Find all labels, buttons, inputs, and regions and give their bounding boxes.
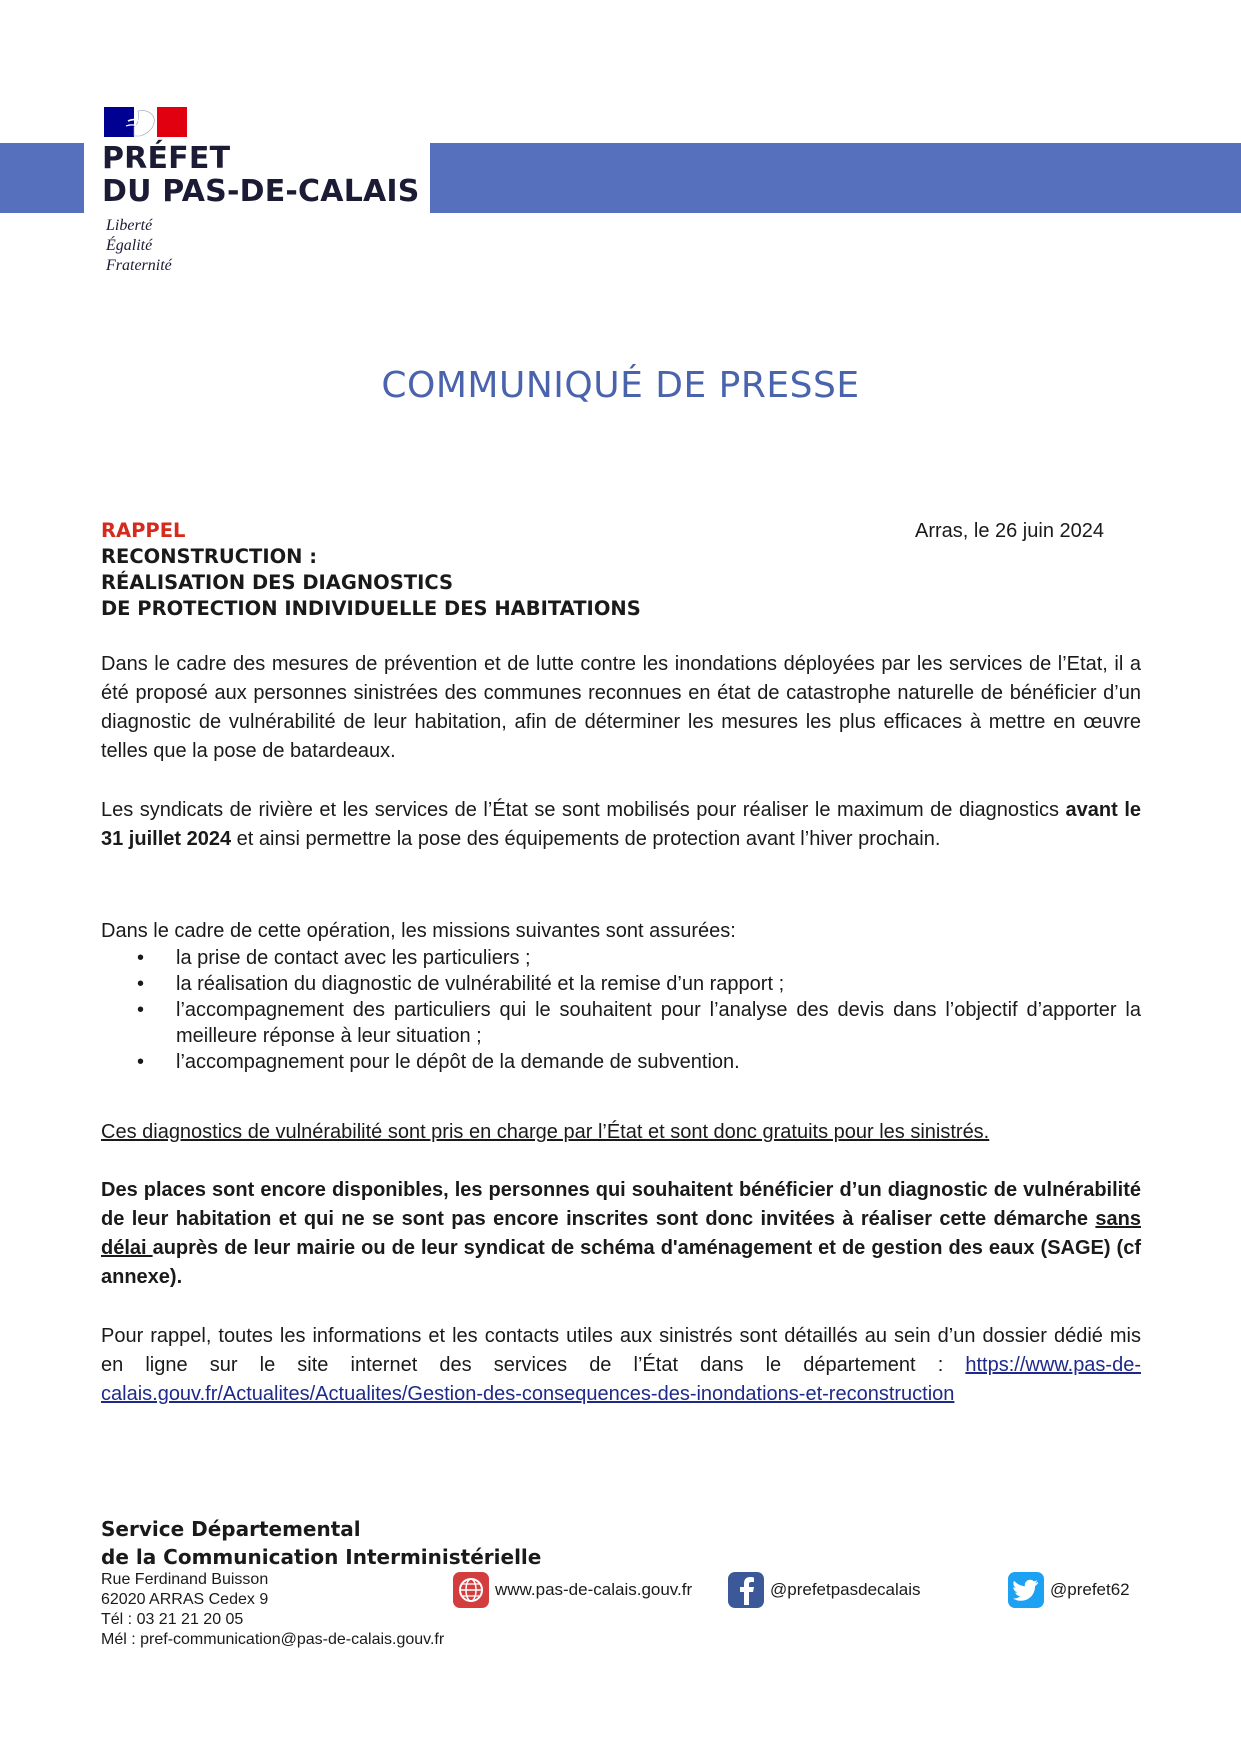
heading-line: RECONSTRUCTION :	[101, 545, 318, 568]
header-band-left	[0, 143, 84, 213]
header-band-right	[430, 143, 1241, 213]
deadline-date: avant le 31 juillet 2024	[101, 799, 1141, 850]
list-item: • la prise de contact avec les particuliers ;	[101, 945, 1141, 971]
list-item: • l’accompagnement des particuliers qui le souhaitent pour l’analyse des devis dans l’objectif d’apporter la meilleure réponse à leur situation ;	[101, 997, 1141, 1049]
marianne-flag-icon	[104, 107, 187, 137]
rappel-tag: RAPPEL	[101, 519, 186, 542]
prefecture-name: PRÉFET DU PAS-DE-CALAIS	[102, 141, 420, 209]
facebook-icon	[728, 1572, 764, 1608]
website-link[interactable]: www.pas-de-calais.gouv.fr	[495, 1580, 693, 1599]
paragraph-missions-intro: Dans le cadre de cette opération, les missions suivantes sont assurées:	[101, 920, 736, 942]
heading-line: DE PROTECTION INDIVIDUELLE DES HABITATIONS	[101, 597, 641, 620]
list-item: • l’accompagnement pour le dépôt de la demande de subvention.	[101, 1049, 1141, 1075]
twitter-handle[interactable]: @prefet62	[1050, 1580, 1130, 1599]
paragraph-intro: Dans le cadre des mesures de prévention et de lutte contre les inondations déployées par les services de l’Etat, il a été proposé aux personnes sinistrées des communes reconnues en état de catastrophe naturelle de bénéficier d’un diagnostic de vulnérabilité de leur habitation, afin de déterminer les mesures les plus efficaces à mettre en œuvre telles que la pose de batardeaux.	[101, 653, 1141, 762]
website-contact[interactable]	[453, 1572, 692, 1608]
globe-icon	[453, 1572, 489, 1608]
motto: Liberté Égalité Fraternité	[106, 217, 172, 274]
paragraph-deadline: Les syndicats de rivière et les services de l’État se sont mobilisés pour réaliser le maximum de diagnostics avant le 31 juillet 2024 et ainsi permettre la pose des équipements de protection avant l’hiver prochain.	[101, 799, 1141, 850]
missions-list	[101, 945, 1141, 1075]
twitter-icon	[1008, 1572, 1044, 1608]
list-item: • la réalisation du diagnostic de vulnérabilité et la remise d’un rapport ;	[101, 971, 1141, 997]
twitter-contact[interactable]	[1008, 1572, 1130, 1608]
press-release-title: COMMUNIQUÉ DE PRESSE	[381, 365, 860, 406]
release-date: Arras, le 26 juin 2024	[914, 520, 1104, 542]
prefecture-logo	[84, 100, 430, 280]
contact-address: Rue Ferdinand Buisson 62020 ARRAS Cedex 9 Tél : 03 21 21 20 05 Mél : pref-communication@pas-de-calais.gouv.fr	[101, 1571, 445, 1648]
paragraph-free-of-charge: Ces diagnostics de vulnérabilité sont pris en charge par l’État et sont donc gratuits pour les sinistrés.	[101, 1121, 990, 1143]
dossier-link[interactable]: https://www.pas-de-calais.gouv.fr/Actualites/Actualites/Gestion-des-consequences-des-inondations-et-reconstruction	[101, 1354, 1141, 1405]
facebook-handle[interactable]: @prefetpasdecalais	[770, 1580, 921, 1599]
heading-line: RÉALISATION DES DIAGNOSTICS	[101, 571, 454, 594]
paragraph-information: Pour rappel, toutes les informations et les contacts utiles aux sinistrés sont détaillés au sein d’un dossier dédié mis en ligne sur le site internet des services de l’État dans le département : https://www.pas-de-calais.gouv.fr/Actualites/Actualites/Gestion-des-consequences-des-inondations-et-reconstruction	[101, 1325, 1141, 1405]
service-name: Service Départemental de la Communication Interministérielle	[101, 1517, 542, 1569]
paragraph-availability: Des places sont encore disponibles, les personnes qui souhaitent bénéficier d’un diagnostic de vulnérabilité de leur habitation et qui ne se sont pas encore inscrites sont donc invitées à réaliser cette démarche sans délai auprès de leur mairie ou de leur syndicat de schéma d'aménagement et de gestion des eaux (SAGE) (cf annexe).	[101, 1179, 1141, 1288]
facebook-contact[interactable]	[728, 1572, 921, 1608]
